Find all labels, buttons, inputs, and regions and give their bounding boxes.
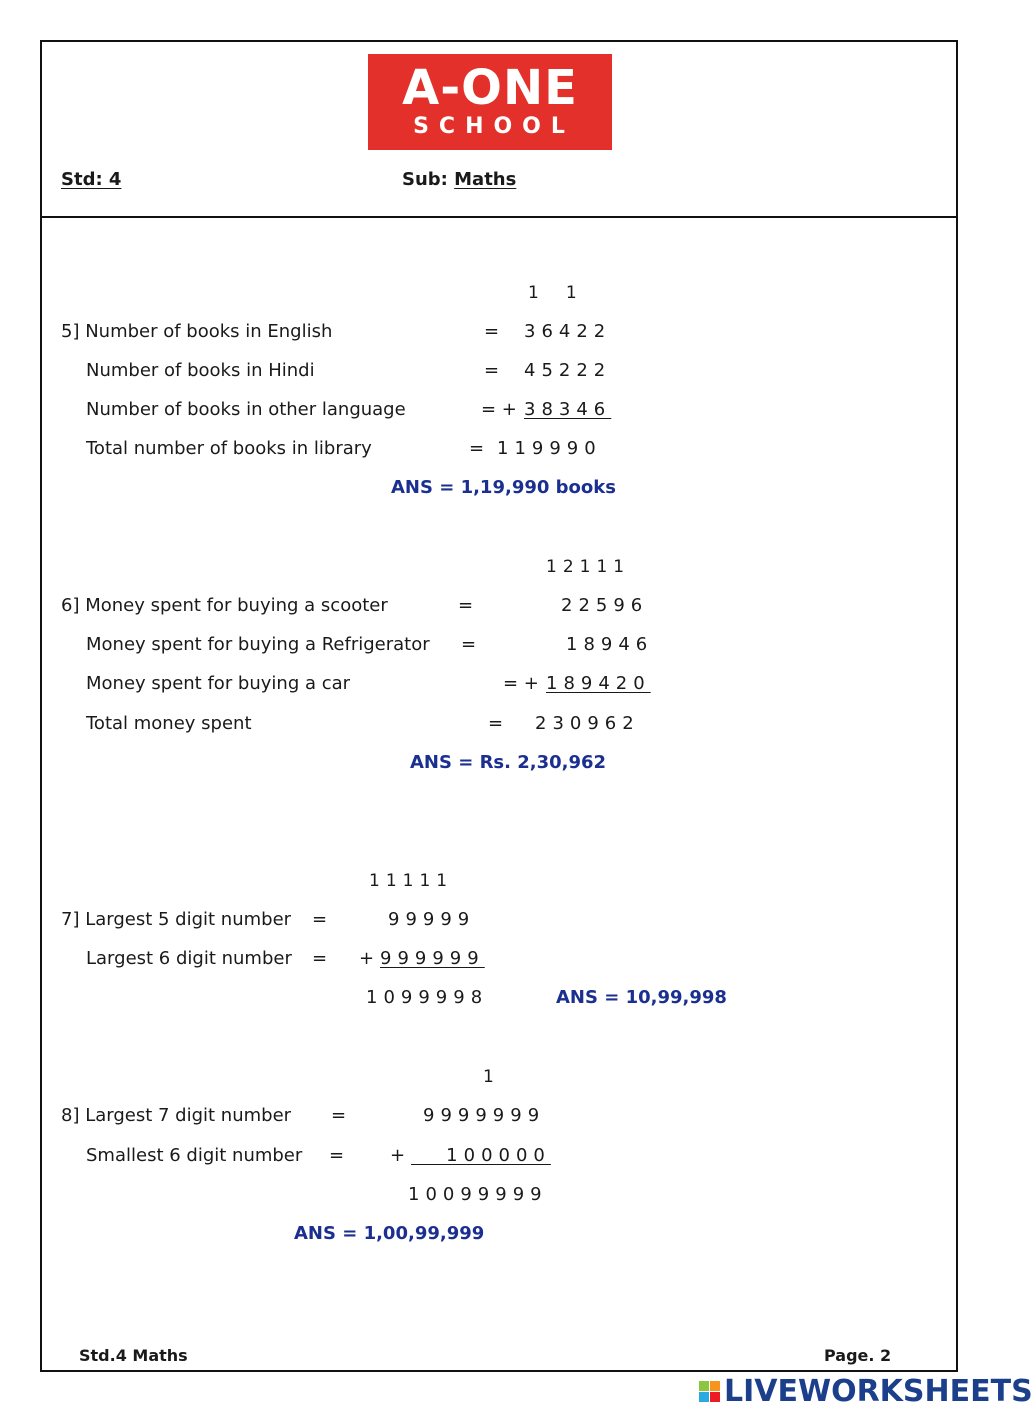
q6-line3-eq: = + xyxy=(503,673,539,694)
q8-result: 10099999 xyxy=(408,1184,548,1205)
std-label: Std: 4 xyxy=(61,169,122,190)
q6-answer: ANS = Rs. 2,30,962 xyxy=(410,752,607,773)
header-divider xyxy=(40,216,958,218)
logo-square-3 xyxy=(699,1392,709,1402)
q5-line4-eq: = xyxy=(469,438,485,459)
q5-line4-label: Total number of books in library xyxy=(86,438,372,459)
q8-line1-value: 9999999 xyxy=(423,1105,546,1126)
page-frame xyxy=(40,40,958,1372)
q6-line2-eq: = xyxy=(461,634,477,655)
q7-line2-label: Largest 6 digit number xyxy=(86,948,292,969)
q5-line1-label: 5] Number of books in English xyxy=(61,321,333,342)
q8-line2-label: Smallest 6 digit number xyxy=(86,1145,303,1166)
subject-label xyxy=(402,169,516,191)
subject-prefix: Sub: xyxy=(402,169,455,190)
q6-line3-value: 189420 xyxy=(546,673,651,694)
logo-line-2: SCHOOL xyxy=(413,114,575,139)
q5-line4-value: 119990 xyxy=(497,438,602,459)
school-logo xyxy=(368,54,612,150)
q6-line1-value: 22596 xyxy=(561,595,649,616)
logo-square-2 xyxy=(710,1381,720,1391)
q8-line2-eq: = xyxy=(329,1145,345,1166)
liveworksheets-logo-icon xyxy=(699,1381,721,1403)
q5-line3-eq: = + xyxy=(481,399,517,420)
q6-line4-label: Total money spent xyxy=(86,713,252,734)
q7-line2-op: + xyxy=(359,948,375,969)
q6-line1-eq: = xyxy=(458,595,474,616)
q8-line2-value: 100000 xyxy=(411,1145,551,1166)
q5-line3-label: Number of books in other language xyxy=(86,399,406,420)
logo-square-4 xyxy=(710,1392,720,1402)
q5-line2-value: 45222 xyxy=(524,360,612,381)
q6-line2-label: Money spent for buying a Refrigerator xyxy=(86,634,430,655)
q6-line2-value: 18946 xyxy=(566,634,654,655)
q6-line1-label: 6] Money spent for buying a scooter xyxy=(61,595,388,616)
q6-line4-eq: = xyxy=(488,713,504,734)
footer-left: Std.4 Maths xyxy=(79,1346,188,1365)
logo-line-1: A-ONE xyxy=(402,60,578,116)
q7-answer: ANS = 10,99,998 xyxy=(556,987,727,1008)
q8-line1-label: 8] Largest 7 digit number xyxy=(61,1105,292,1126)
q5-line2-label: Number of books in Hindi xyxy=(86,360,315,381)
q7-line2-eq: = xyxy=(312,948,328,969)
q6-line4-value: 230962 xyxy=(535,713,640,734)
logo-square-1 xyxy=(699,1381,709,1391)
q5-line2-eq: = xyxy=(484,360,500,381)
q6-line3-label: Money spent for buying a car xyxy=(86,673,351,694)
q5-line3-value: 38346 xyxy=(524,399,612,420)
q7-result: 1099998 xyxy=(366,987,489,1008)
q6-carry: 12111 xyxy=(546,557,631,577)
q7-line1-eq: = xyxy=(312,909,328,930)
q8-carry: 1 xyxy=(483,1067,494,1087)
q5-line1-value: 36422 xyxy=(524,321,612,342)
subject-value: Maths xyxy=(454,169,517,190)
liveworksheets-watermark[interactable]: LIVEWORKSHEETS xyxy=(724,1374,1033,1409)
q5-carry: 1 1 xyxy=(528,283,577,303)
q8-line2-op: + xyxy=(390,1145,406,1166)
q7-line1-value: 99999 xyxy=(388,909,476,930)
footer-page-number: Page. 2 xyxy=(824,1346,892,1365)
q7-carry: 11111 xyxy=(369,871,454,891)
q5-answer: ANS = 1,19,990 books xyxy=(391,477,616,498)
q5-line1-eq: = xyxy=(484,321,500,342)
q7-line2-value: 999999 xyxy=(380,948,485,969)
q7-line1-label: 7] Largest 5 digit number xyxy=(61,909,292,930)
q8-line1-eq: = xyxy=(331,1105,347,1126)
q8-answer: ANS = 1,00,99,999 xyxy=(294,1223,485,1244)
